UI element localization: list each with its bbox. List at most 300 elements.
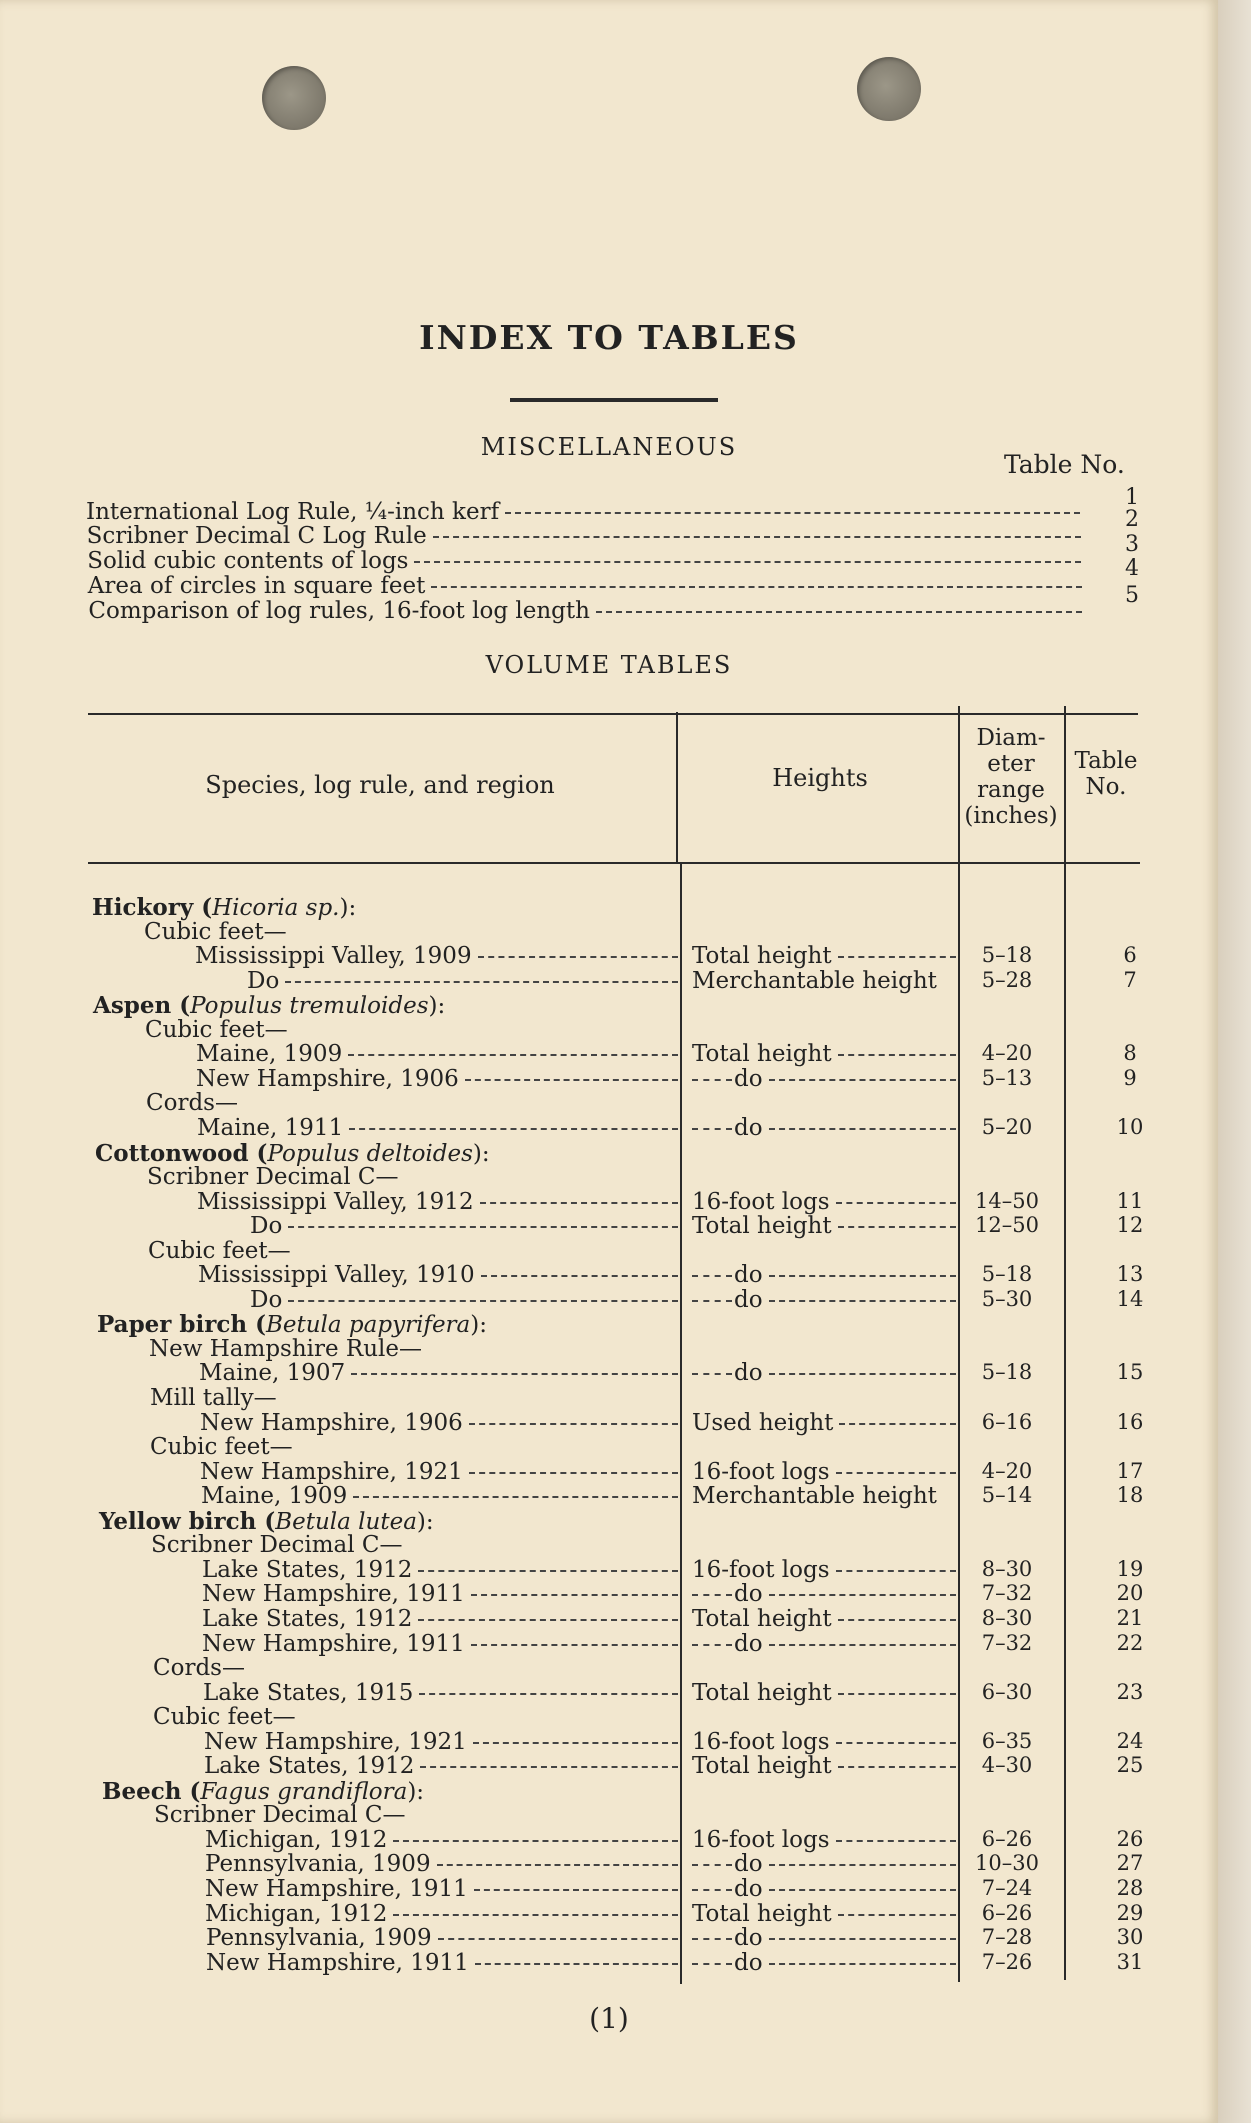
heights-cell [692,1360,956,1386]
column-divider [676,712,678,864]
species-cell [201,1483,678,1509]
diameter-range-cell: 7–28 [981,1925,1033,1949]
species-cell [247,968,678,994]
species-text: Yellow birch ( [99,1508,276,1535]
species-cell [200,1410,678,1436]
species-text: Cubic feet— [153,1704,296,1730]
punch-hole [262,66,326,130]
species-cell [195,943,678,969]
species-text-suffix: ): [407,1779,425,1805]
species-text: Do [247,968,280,994]
table-row [0,1140,1218,1165]
species-text-suffix: ): [472,1141,490,1167]
diameter-range-cell: 5–30 [981,1287,1033,1311]
species-text: Cords— [146,1090,238,1116]
species-cell [202,1581,678,1607]
species-text: New Hampshire, 1911 [205,1876,468,1902]
misc-item-table-no: 3 [1125,532,1139,557]
misc-item-label: International Log Rule, ¼-inch kerf [86,499,500,525]
species-text: New Hampshire, 1921 [204,1729,467,1755]
species-cell [150,1434,678,1460]
species-cell [145,1017,678,1043]
species-text-suffix: ): [339,895,357,921]
heights-cell [692,943,956,969]
table-no-cell: 27 [1116,1851,1144,1875]
dot-leader [351,1373,678,1375]
heights-cell [692,1901,956,1927]
species-text: Lake States, 1915 [203,1680,414,1706]
heights-cell [692,1851,956,1877]
table-no-cell: 31 [1116,1950,1144,1974]
heights-text: Merchantable height [692,1483,937,1509]
table-row [0,1508,1218,1533]
heights-cell [692,1876,956,1902]
species-text-suffix: ): [470,1312,488,1338]
dot-leader [437,1864,678,1866]
species-text: New Hampshire, 1911 [206,1950,469,1976]
table-row [0,919,1218,944]
species-cell [147,1164,678,1190]
species-cell [198,1262,678,1288]
species-text: Maine, 1911 [197,1115,344,1141]
dot-leader [596,611,1082,613]
dot-leader [838,956,956,958]
dot-leader [769,1889,956,1891]
heights-text: Total height [692,943,832,969]
heights-text: 16-foot logs [692,1827,830,1853]
diameter-range-cell: 12–50 [975,1213,1039,1237]
punch-hole [857,57,921,121]
diameter-range-cell: 8–30 [981,1557,1033,1581]
dot-leader [692,1644,732,1646]
species-text: Maine, 1909 [201,1483,348,1509]
dot-leader [769,1275,956,1277]
heights-text: Total height [692,1606,832,1632]
heights-text: Total height [692,1041,832,1067]
diameter-range-cell: 7–26 [981,1950,1033,1974]
col-header-diameter: Diam- eter range (inches) [964,725,1058,829]
dot-leader [838,1693,956,1695]
table-row [0,1115,1218,1140]
dot-leader [838,1226,956,1228]
species-latin-name: Populus tremuloides [190,993,429,1019]
heights-text: Used height [692,1410,834,1436]
species-text: Scribner Decimal C— [151,1532,403,1558]
table-no-cell: 14 [1116,1287,1144,1311]
table-no-cell: 26 [1116,1827,1144,1851]
species-text: Maine, 1907 [199,1360,346,1386]
species-text: Maine, 1909 [196,1041,343,1067]
species-cell [93,992,678,1019]
species-cell [202,1557,678,1583]
title-rule [510,398,718,402]
dot-leader [353,1496,678,1498]
heights-text: do [734,1950,763,1976]
heights-text: 16-foot logs [692,1189,830,1215]
heights-cell [692,1606,956,1632]
dot-leader [692,1864,732,1866]
species-text: Lake States, 1912 [202,1557,413,1583]
table-row [0,1287,1218,1312]
dot-leader [769,1594,956,1596]
table-no-cell: 28 [1116,1876,1144,1900]
species-text: Hickory ( [92,894,213,921]
species-text: Cubic feet— [148,1238,291,1264]
dot-leader [348,1054,678,1056]
table-no-cell: 18 [1116,1483,1144,1507]
dot-leader [471,1644,678,1646]
misc-item-table-no: 2 [1125,507,1139,532]
species-text: Mississippi Valley, 1909 [195,943,472,969]
table-row [0,1753,1218,1778]
table-row [0,1262,1218,1287]
dot-leader [473,1742,678,1744]
species-text: Cottonwood ( [95,1140,268,1167]
table-row [0,1066,1218,1091]
table-row [0,1532,1218,1557]
table-row [0,1729,1218,1754]
misc-item [88,598,1088,624]
species-cell [200,1459,678,1485]
misc-item-table-no: 4 [1125,556,1139,581]
heights-cell [692,1213,956,1239]
dot-leader [836,1472,956,1474]
misc-item-table-no: 1 [1125,485,1139,510]
diameter-range-cell: 5–20 [981,1115,1033,1139]
misc-item-label: Solid cubic contents of logs [87,548,409,574]
species-cell [99,1508,678,1535]
misc-item [86,499,1086,525]
table-header-rule [88,862,1140,864]
heights-text: do [734,1262,763,1288]
dot-leader [769,1079,956,1081]
heights-text: do [734,1287,763,1313]
species-cell [97,1311,678,1338]
heights-cell [692,1557,956,1583]
table-no-cell: 15 [1116,1360,1144,1384]
dot-leader [838,1914,956,1916]
table-row [0,1164,1218,1189]
heights-text: Total height [692,1680,832,1706]
table-row [0,992,1218,1017]
species-cell [150,1385,678,1411]
table-row [0,1704,1218,1729]
heights-cell [692,1581,956,1607]
diameter-range-cell: 5–14 [981,1483,1033,1507]
table-row [0,1802,1218,1827]
diameter-range-cell: 7–32 [981,1581,1033,1605]
heights-cell [692,1041,956,1067]
species-latin-name: Betula lutea [275,1509,417,1535]
species-cell [146,1090,678,1116]
diameter-range-cell: 6–30 [981,1680,1033,1704]
species-text: New Hampshire, 1921 [200,1459,463,1485]
species-latin-name: Populus deltoides [267,1141,473,1167]
table-row [0,1606,1218,1631]
species-cell [206,1925,678,1951]
dot-leader [838,1054,956,1056]
heights-cell [692,1262,956,1288]
species-text: Do [250,1213,283,1239]
species-text: Scribner Decimal C— [154,1802,406,1828]
table-no-cell: 16 [1116,1410,1144,1434]
table-row [0,1557,1218,1582]
table-no-cell: 29 [1116,1901,1144,1925]
table-no-cell: 13 [1116,1262,1144,1286]
dot-leader [419,1693,678,1695]
species-text: Pennsylvania, 1909 [206,1925,432,1951]
dot-leader [769,1373,956,1375]
species-text: New Hampshire, 1906 [196,1066,459,1092]
table-row [0,1360,1218,1385]
species-text: Aspen ( [93,992,191,1019]
misc-item-label: Scribner Decimal C Log Rule [86,523,427,549]
dot-leader [433,536,1081,538]
dot-leader [836,1202,956,1204]
species-cell [250,1213,678,1239]
heights-text: do [734,1876,763,1902]
species-text: New Hampshire, 1911 [202,1581,465,1607]
table-no-cell: 19 [1116,1557,1144,1581]
species-cell [95,1140,678,1167]
table-no-cell: 7 [1123,968,1137,992]
table-row [0,1581,1218,1606]
heights-cell [692,1729,956,1755]
dot-leader [481,1275,678,1277]
heights-text: Merchantable height [692,968,937,994]
table-row [0,1090,1218,1115]
species-latin-name: Betula papyrifera [265,1312,471,1338]
dot-leader [431,586,1081,588]
dot-leader [692,1373,732,1375]
table-row [0,1041,1218,1066]
diameter-range-cell: 7–24 [981,1876,1033,1900]
dot-leader [285,981,678,983]
table-top-rule [88,713,1138,715]
dot-leader [838,1619,956,1621]
heights-text: do [734,1925,763,1951]
diameter-range-cell: 6–35 [981,1729,1033,1753]
species-cell [202,1606,678,1632]
dot-leader [471,1594,678,1596]
heights-text: do [734,1360,763,1386]
table-no-cell: 11 [1116,1189,1144,1213]
dot-leader [692,1594,732,1596]
dot-leader [692,1889,732,1891]
table-row [0,943,1218,968]
table-row [0,1213,1218,1238]
table-row [0,1925,1218,1950]
table-row [0,1017,1218,1042]
table-no-cell: 10 [1116,1115,1144,1139]
species-cell [205,1827,678,1853]
species-text: Cubic feet— [145,1017,288,1043]
dot-leader [465,1079,678,1081]
table-row [0,1483,1218,1508]
dot-leader [349,1128,678,1130]
species-text: Cubic feet— [144,919,287,945]
table-no-header: Table No. [1004,450,1125,479]
species-text: Michigan, 1912 [205,1827,388,1853]
table-no-cell: 21 [1116,1606,1144,1630]
dot-leader [478,956,678,958]
page-number: (1) [589,2002,629,2035]
heights-text: do [734,1115,763,1141]
table-no-cell: 23 [1116,1680,1144,1704]
dot-leader [692,1300,732,1302]
table-row [0,968,1218,993]
species-cell [92,894,678,921]
species-text: Do [250,1287,283,1313]
heights-text: Total height [692,1753,832,1779]
heights-text: Total height [692,1213,832,1239]
heights-text: Total height [692,1901,832,1927]
species-cell [204,1753,678,1779]
table-row [0,1311,1218,1336]
diameter-range-cell: 5–18 [981,1360,1033,1384]
volume-heading: VOLUME TABLES [485,651,733,679]
species-cell [197,1189,678,1215]
dot-leader [393,1840,678,1842]
dot-leader [692,1079,732,1081]
dot-leader [393,1914,678,1916]
heights-cell [692,1827,956,1853]
species-text: Mississippi Valley, 1912 [197,1189,474,1215]
heights-cell [692,1680,956,1706]
dot-leader [692,1275,732,1277]
dot-leader [505,512,1080,514]
species-text: Mill tally— [150,1385,277,1411]
species-cell [196,1066,678,1092]
table-no-cell: 30 [1116,1925,1144,1949]
page-title: INDEX TO TABLES [419,318,799,357]
species-latin-name: Hicoria sp. [212,895,340,921]
heights-text: 16-foot logs [692,1459,830,1485]
species-cell [204,1729,678,1755]
misc-item-label: Comparison of log rules, 16-foot log length [88,598,590,624]
dot-leader [418,1619,678,1621]
table-row [0,1778,1218,1803]
species-text: New Hampshire, 1911 [202,1631,465,1657]
dot-leader [474,1889,678,1891]
species-cell [203,1680,678,1706]
species-cell [205,1901,678,1927]
dot-leader [469,1423,678,1425]
dot-leader [692,1128,732,1130]
table-no-cell: 24 [1116,1729,1144,1753]
table-row [0,1901,1218,1926]
species-cell [205,1851,678,1877]
dot-leader [769,1128,956,1130]
species-cell [144,919,678,945]
misc-heading: MISCELLANEOUS [480,433,738,461]
species-cell [205,1876,678,1902]
species-cell [149,1336,678,1362]
heights-text: do [734,1631,763,1657]
page-edge [1218,0,1251,2123]
species-cell [206,1950,678,1976]
dot-leader [836,1742,956,1744]
species-text: New Hampshire, 1906 [200,1410,463,1436]
diameter-range-cell: 6–26 [981,1901,1033,1925]
dot-leader [475,1963,678,1965]
species-text-suffix: ): [416,1509,434,1535]
dot-leader [414,561,1081,563]
species-latin-name: Fagus grandiflora [200,1779,408,1805]
species-cell [153,1704,678,1730]
diameter-range-cell: 6–16 [981,1410,1033,1434]
species-text: Scribner Decimal C— [147,1164,399,1190]
species-cell [197,1115,678,1141]
heights-text: 16-foot logs [692,1557,830,1583]
diameter-range-cell: 6–26 [981,1827,1033,1851]
diameter-range-cell: 4–30 [981,1753,1033,1777]
dot-leader [769,1300,956,1302]
table-row [0,1950,1218,1975]
misc-item-label: Area of circles in square feet [87,573,426,599]
heights-cell [692,1950,956,1976]
species-cell [199,1360,678,1386]
species-cell [148,1238,678,1264]
dot-leader [769,1864,956,1866]
table-row [0,1851,1218,1876]
diameter-range-cell: 7–32 [981,1631,1033,1655]
heights-cell [692,1483,956,1509]
species-cell [196,1041,678,1067]
table-no-cell: 6 [1123,943,1137,967]
table-row [0,1336,1218,1361]
misc-item [87,548,1087,574]
misc-item [88,573,1088,599]
table-row [0,1238,1218,1263]
species-text: Cubic feet— [150,1434,293,1460]
species-text: Michigan, 1912 [205,1901,388,1927]
heights-cell [692,1189,956,1215]
table-row [0,1827,1218,1852]
species-text: Pennsylvania, 1909 [205,1851,431,1877]
species-text: Lake States, 1912 [202,1606,413,1632]
dot-leader [420,1766,678,1768]
table-row [0,1680,1218,1705]
table-row [0,1385,1218,1410]
dot-leader [769,1938,956,1940]
species-text: Lake States, 1912 [204,1753,415,1779]
table-no-cell: 9 [1123,1066,1137,1090]
dot-leader [769,1963,956,1965]
species-text: Paper birch ( [97,1311,266,1338]
diameter-range-cell: 5–13 [981,1066,1033,1090]
misc-item-table-no: 5 [1125,583,1139,608]
heights-text: do [734,1581,763,1607]
species-cell [250,1287,678,1313]
heights-cell [692,1115,956,1141]
heights-text: do [734,1851,763,1877]
table-row [0,1876,1218,1901]
heights-cell [692,1066,956,1092]
species-text-suffix: ): [428,993,446,1019]
heights-cell [692,1410,956,1436]
species-text: New Hampshire Rule— [149,1336,423,1362]
heights-text: 16-foot logs [692,1729,830,1755]
col-header-table-no: Table No. [1074,748,1138,800]
dot-leader [418,1570,678,1572]
table-row [0,1631,1218,1656]
diameter-range-cell: 4–20 [981,1041,1033,1065]
species-cell [153,1655,678,1681]
diameter-range-cell: 5–28 [981,968,1033,992]
heights-cell [692,1459,956,1485]
diameter-range-cell: 4–20 [981,1459,1033,1483]
